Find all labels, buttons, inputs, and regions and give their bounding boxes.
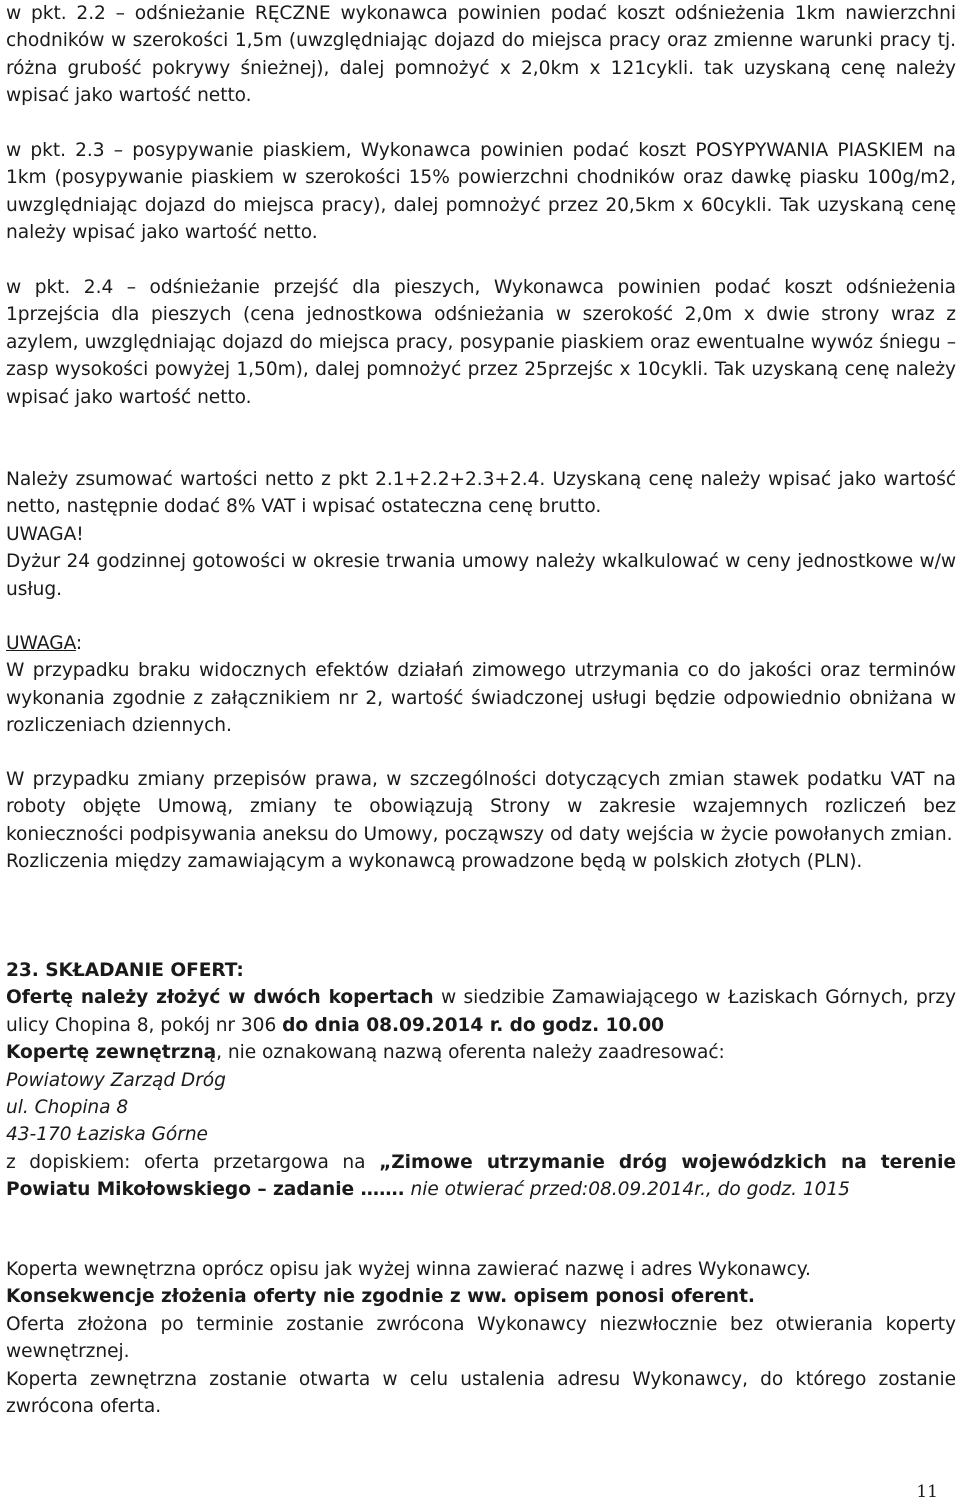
uwaga-exclamation: UWAGA! xyxy=(6,523,84,545)
address-line-3: 43-170 Łaziska Górne xyxy=(6,1124,208,1146)
address-line-2: ul. Chopina 8 xyxy=(6,1097,129,1119)
duty-paragraph: Dyżur 24 godzinnej gotowości w okresie trwania umowy należy wkalkulować w ceny jednostkowe w/w usług. xyxy=(6,551,956,600)
pln-paragraph: Rozliczenia między zamawiającym a wykonawcą prowadzone będą w polskich złotych (PLN). xyxy=(6,851,863,873)
paragraph-2-2: w pkt. 2.2 – odśnieżanie RĘCZNE wykonawca powinien podać koszt odśnieżenia 1km nawierzchni chodników w szerokości 1,5m (uwzględniając dojazd do miejsca pracy oraz zmienne warunki pracy tj. różna grubość pokrywy śnieżnej), dalej pomnożyć x 2,0km x 121cykli. tak uzyskaną cenę należy wpisać jako wartość netto. xyxy=(6,3,956,107)
envelope-rules xyxy=(6,1256,956,1420)
page-number: 11 xyxy=(916,1482,938,1502)
uwaga-section xyxy=(6,630,956,740)
vat-paragraph: W przypadku zmiany przepisów prawa, w szczególności dotyczących zmian stawek podatku VAT na roboty objęte Umową, zmiany te obowiązują Strony w zakresie wzajemnych rozliczeń bez konieczności podpisywania aneksu do Umowy, począwszy od daty wejścia w życie powołanych zmian. xyxy=(6,769,956,845)
outer-open-paragraph: Koperta zewnętrzna zostanie otwarta w celu ustalenia adresu Wykonawcy, do którego zostanie zwrócona oferta. xyxy=(6,1368,956,1418)
paragraph-2-3: w pkt. 2.3 – posypywanie piaskiem, Wykonawca powinien podać koszt POSYPYWANIA PIASKIEM na 1km (posypywanie piaskiem w szerokości 15% powierzchni chodników oraz dawkę piasku 100g/m2, uwzględniając dojazd do miejsca pracy), dalej pomnożyć przez 20,5km x 60cykli. Tak uzyskaną cenę należy wpisać jako wartość netto. xyxy=(6,140,956,244)
offer-deadline: do dnia 08.09.2014 r. do godz. 10.00 xyxy=(282,1014,665,1036)
offer-mid: w siedzibie Zamawiającego w Łaziskach Górnych, przy ulicy Chopina 8, pokój nr 306 xyxy=(6,987,957,1036)
outer-envelope-bold: Kopertę zewnętrzną xyxy=(6,1042,217,1064)
address-line-1: Powiatowy Zarząd Dróg xyxy=(6,1069,226,1091)
late-offer-paragraph: Oferta złożona po terminie zostanie zwrócona Wykonawcy niezwłocznie bez otwierania koperty wewnętrznej. xyxy=(6,1313,956,1363)
envelope-note-italic: nie otwierać przed:08.09.2014r., do godz. 1015 xyxy=(404,1179,850,1201)
offer-bold: Ofertę należy złożyć w dwóch kopertach xyxy=(6,987,434,1009)
section-23-heading: 23. SKŁADANIE OFERT: xyxy=(6,960,244,981)
uwaga-paragraph: W przypadku braku widocznych efektów działań zimowego utrzymania co do jakości oraz terminów wykonania zgodnie z załącznikiem nr 2, wartość świadczonej usługi będzie odpowiednio obniżana w rozliczeniach dziennych. xyxy=(6,660,956,737)
uwaga-label: UWAGA xyxy=(6,633,76,654)
offer-paragraph xyxy=(6,984,956,1039)
summary-paragraph: Należy zsumować wartości netto z pkt 2.1+2.2+2.3+2.4. Uzyskaną cenę należy wpisać jako wartość netto, następnie dodać 8% VAT i wpisać ostateczna cenę brutto. xyxy=(6,469,956,518)
envelope-note xyxy=(6,1149,956,1204)
envelope-note-pre: z dopiskiem: oferta przetargowa na xyxy=(6,1151,380,1173)
vat-section xyxy=(6,766,956,876)
consequence-paragraph: Konsekwencje złożenia oferty nie zgodnie z ww. opisem ponosi oferent. xyxy=(6,1286,755,1308)
uwaga-heading xyxy=(6,630,956,657)
section-23 xyxy=(6,957,956,1204)
summary-block xyxy=(6,466,956,603)
envelope-note-bold: „Zimowe utrzymanie dróg wojewódzkich na terenie Powiatu Mikołowskiego – zadanie ……. xyxy=(6,1151,956,1201)
inner-envelope-paragraph: Koperta wewnętrzna oprócz opisu jak wyżej winna zawierać nazwę i adres Wykonawcy. xyxy=(6,1259,811,1280)
outer-envelope-rest: , nie oznakowaną nazwą oferenta należy zaadresować: xyxy=(216,1042,725,1064)
paragraph-2-4: w pkt. 2.4 – odśnieżanie przejść dla pieszych, Wykonawca powinien podać koszt odśnieżenia 1przejścia dla pieszych (cena jednostkowa odśnieżania w szerokość 2,0m x dwie strony wraz z azylem, uwzględniając dojazd do miejsca pracy, posypanie piaskiem oraz ewentualne wywóz śniegu – zasp wysokości powyżej 1,50m), dalej pomnożyć przez 25przejśc x 10cykli. Tak uzyskaną cenę należy wpisać jako wartość netto. xyxy=(6,277,956,408)
uwaga-colon: : xyxy=(75,633,83,654)
outer-envelope-line xyxy=(6,1039,956,1066)
